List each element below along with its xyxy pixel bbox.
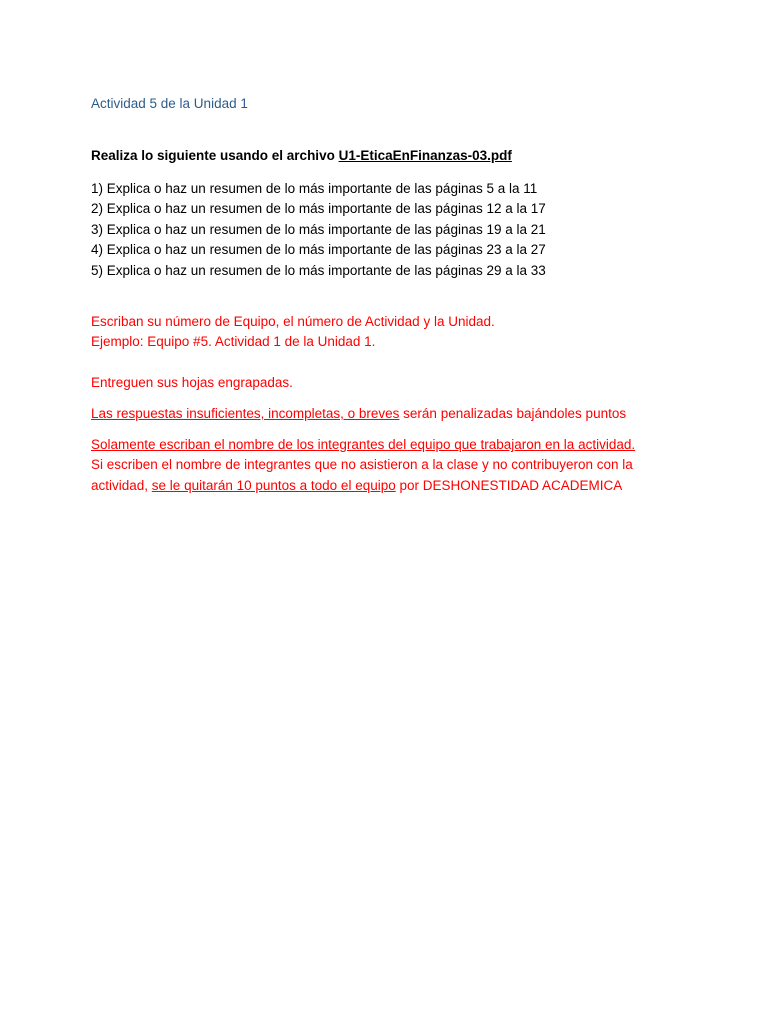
warning-line: Si escriben el nombre de integrantes que no asistieron a la clase y no contribuyeron con la [91, 457, 633, 473]
penalty-underlined: Las respuestas insuficientes, incompletas, o breves [91, 406, 400, 421]
honesty-warning [91, 435, 691, 496]
task-item: 3) Explica o haz un resumen de lo más importante de las páginas 19 a la 21 [91, 221, 546, 237]
warning-underlined: se le quitarán 10 puntos a todo el equipo [151, 477, 396, 493]
names-instruction: Solamente escriban el nombre de los integrantes del equipo que trabajaron en la actividad. [91, 437, 636, 452]
team-instructions [91, 312, 495, 353]
warning-end: por DESHONESTIDAD ACADEMICA [395, 477, 623, 493]
staple-instruction: Entreguen sus hojas engrapadas. [91, 375, 293, 390]
task-item: 1) Explica o haz un resumen de lo más importante de las páginas 5 a la 11 [91, 181, 538, 196]
warning-line-2 [91, 476, 691, 496]
penalty-notice [91, 404, 626, 424]
warning-start: actividad, [91, 477, 152, 493]
intro-text: Realiza lo siguiente usando el archivo [91, 148, 339, 163]
task-list [91, 179, 546, 281]
team-example-line: Ejemplo: Equipo #5. Actividad 1 de la Unidad 1. [91, 334, 376, 350]
task-item: 2) Explica o haz un resumen de lo más importante de las páginas 12 a la 17 [91, 201, 546, 217]
penalty-rest: serán penalizadas bajándoles puntos [399, 406, 627, 421]
task-item: 4) Explica o haz un resumen de lo más importante de las páginas 23 a la 27 [91, 242, 546, 258]
team-instruction-line: Escriban su número de Equipo, el número de Actividad y la Unidad. [91, 314, 495, 329]
intro-line [91, 148, 512, 163]
activity-heading: Actividad 5 de la Unidad 1 [91, 96, 248, 111]
task-item: 5) Explica o haz un resumen de lo más importante de las páginas 29 a la 33 [91, 262, 546, 278]
file-name: U1-EticaEnFinanzas-03.pdf [338, 148, 512, 163]
